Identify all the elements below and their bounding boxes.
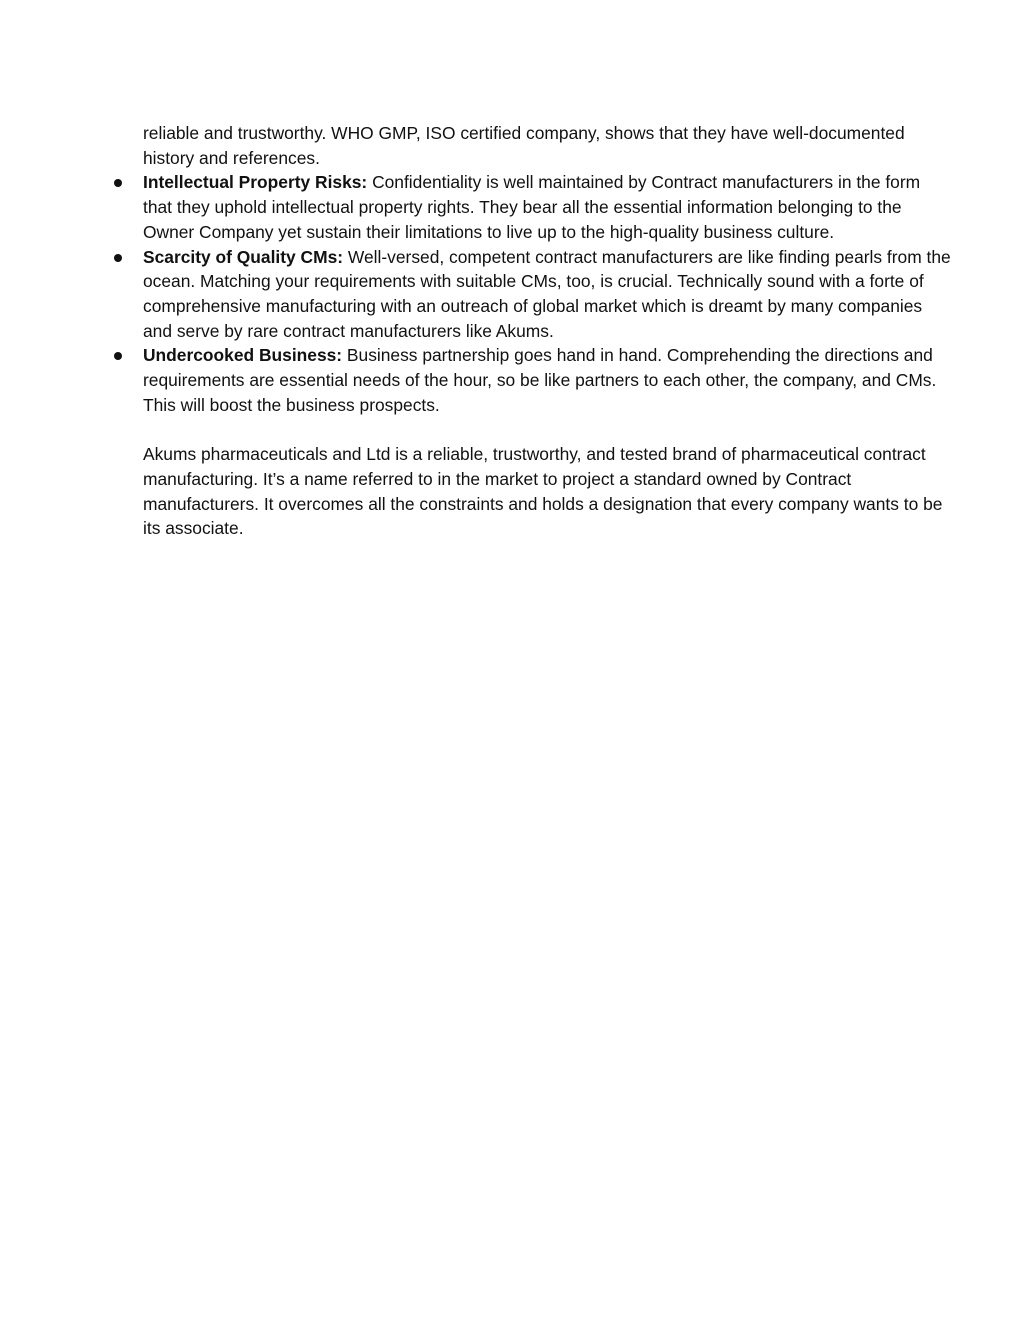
bullet-term: Scarcity of Quality CMs:	[143, 246, 344, 267]
bullet-text: Well-versed, competent contract manufacturers are like finding pearls from the ocean. Matching your requirements with suitable CMs, too, is crucial. Technically sound with a forte of comprehensive manufacturing with an outreach of global market which is dreamt by many companies and serve by rare contract manufacturers like Akums.	[143, 246, 951, 341]
continuation-paragraph: reliable and trustworthy. WHO GMP, ISO certified company, shows that they have well-documented history and references.	[143, 123, 905, 168]
bullet-term: Intellectual Property Risks:	[143, 172, 368, 193]
bullet-icon	[114, 254, 122, 262]
bullet-text: Confidentiality is well maintained by Contract manufacturers in the form that they uphold intellectual property rights. They bear all the essential information belonging to the Owner Company yet sustain their limitations to live up to the high-quality business culture.	[143, 172, 921, 242]
bullet-list	[143, 170, 953, 417]
closing-paragraph: Akums pharmaceuticals and Ltd is a reliable, trustworthy, and tested brand of pharmaceutical contract manufacturing. It’s a name referred to in the market to project a standard owned by Contract manufacturers. It overcomes all the constraints and holds a designation that every company wants to be its associate.	[143, 444, 943, 539]
bullet-icon	[114, 179, 122, 187]
bullet-text: Business partnership goes hand in hand. Comprehending the directions and requirements are essential needs of the hour, so be like partners to each other, the company, and CMs. This will boost the business prospects.	[143, 345, 937, 415]
bullet-icon	[114, 352, 122, 360]
document-body	[143, 121, 953, 541]
bullet-item-scarcity	[143, 245, 953, 344]
paragraph-spacer	[143, 417, 953, 442]
bullet-item-intellectual-property	[143, 170, 953, 244]
bullet-term: Undercooked Business:	[143, 345, 343, 366]
bullet-item-undercooked	[143, 343, 953, 417]
